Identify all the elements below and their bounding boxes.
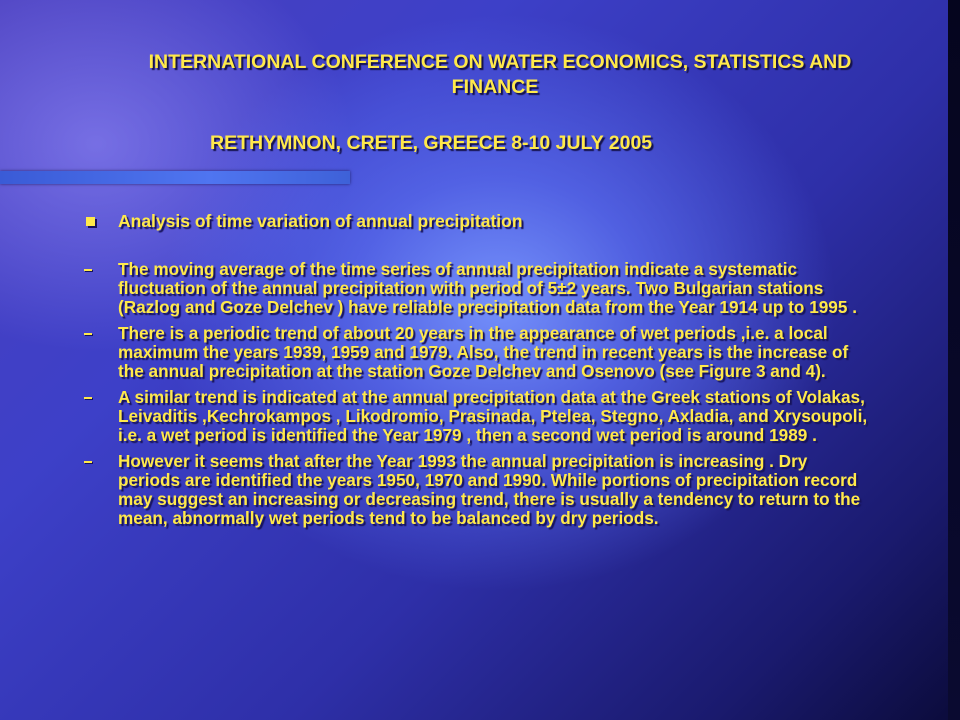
list-item [84,324,874,381]
title-line-2: FINANCE [451,76,539,98]
title-line-3: RETHYMNON, CRETE, GREECE 8-10 JULY 2005 [210,132,653,154]
list-item [84,260,874,317]
slide-content [84,210,874,535]
dash-bullet-icon [84,397,92,399]
dash-bullet-icon [84,333,92,335]
list-item-text: A similar trend is indicated at the annual precipitation data at the Greek stations of Volakas, Leivaditis ,Kechrokampos , Likodromio, Prasinada, Ptelea, Stegno, Axladia, and Xrysoupoli, i.e. a wet period is identified the Year 1979 , then a second wet period is around 1989 . [118,387,868,445]
list-item-text: There is a periodic trend of about 20 years in the appearance of wet periods ,i.e. a local maximum the years 1939, 1959 and 1979. Also, the trend in recent years is the increase of the annual precipitation at the station Goze Delchev and Osenovo (see Figure 3 and 4). [118,323,849,381]
header-accent-bar [0,171,350,184]
list-item [84,388,874,445]
dash-bullet-icon [84,269,92,271]
dash-bullet-icon [84,461,92,463]
right-edge-strip [948,0,960,720]
section-heading-text: Analysis of time variation of annual precipitation [118,211,523,231]
list-item [84,452,874,528]
square-bullet-icon [86,217,95,226]
list-item-text: However it seems that after the Year 1993 the annual precipitation is increasing . Dry periods are identified the years 1950, 1970 and 1990. While portions of precipitation record may suggest an increasing or decreasing trend, there is usually a tendency to return to the mean, abnormally wet periods tend to be balanced by dry periods. [118,451,861,528]
list-item-text: The moving average of the time series of annual precipitation indicate a systematic fluctuation of the annual precipitation with period of 5±2 years. Two Bulgarian stations (Razlog and Goze Delchev ) have reliable precipitation data from the Year 1914 up to 1995 . [118,259,857,317]
title-line-1: INTERNATIONAL CONFERENCE ON WATER ECONOMICS, STATISTICS AND [148,51,852,73]
slide-title [30,48,930,158]
section-heading [84,210,874,232]
